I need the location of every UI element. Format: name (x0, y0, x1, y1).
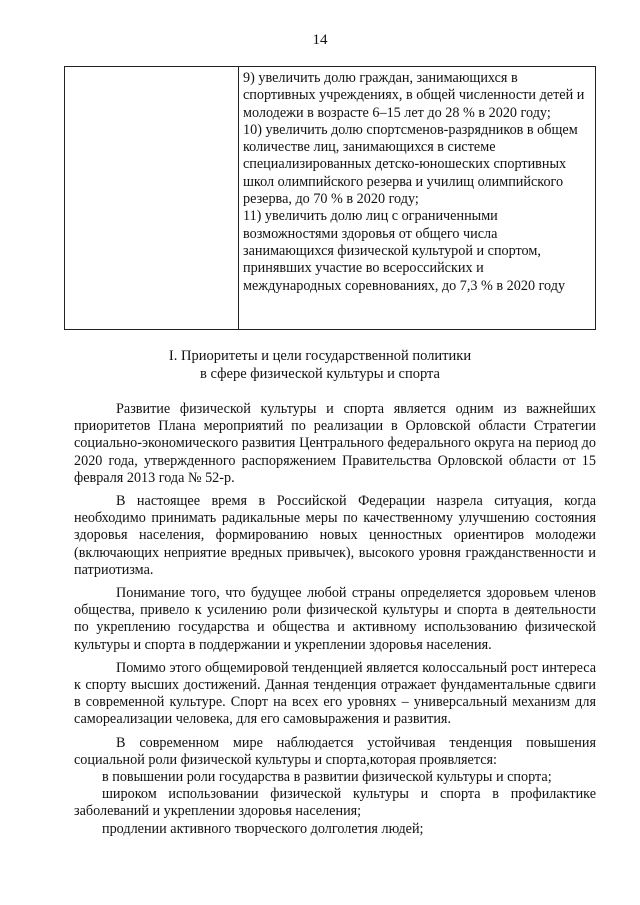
paragraph: Понимание того, что будущее любой страны определяется здоровьем членов общества, привело к усилению роли физической культуры и спорта в деятельности по укреплению государства и общества и активному использованию физической культуры и спорта в поддержании и укреплении здоровья населения. (74, 585, 596, 653)
page-number: 14 (312, 32, 328, 48)
table-column-divider (238, 67, 239, 329)
body-text (74, 401, 596, 838)
goals-table (64, 66, 596, 330)
goal-item-9: 9) увеличить долю граждан, занимающихся в спортивных учреждениях, в общей численности детей и молодежи в возрасте 6–15 лет до 28 % в 2020 году; (243, 70, 585, 121)
section-heading-line-1: I. Приоритеты и цели государственной политики (168, 348, 472, 364)
section-heading (0, 347, 640, 383)
goal-item-11: 11) увеличить долю лиц с ограниченными возможностями здоровья от общего числа занимающихся физической культурой и спортом, принявших участие во всероссийских и международных соревнованиях, до 7,3 % в 2020 году (243, 208, 566, 294)
goal-item-10: 10) увеличить долю спортсменов-разрядников в общем количестве лиц, занимающихся в системе специализированных детско-юношеских спортивных школ олимпийского резерва и училищ олимпийского резерва, до 70 % в 2020 году; (243, 121, 578, 208)
table-cell-empty (65, 67, 238, 329)
section-heading-line-2: в сфере физической культуры и спорта (200, 366, 440, 382)
paragraph: В современном мире наблюдается устойчивая тенденция повышения социальной роли физической культуры и спорта,которая проявляется: (74, 734, 596, 768)
paragraph: Развитие физической культуры и спорта является одним из важнейших приоритетов Плана мероприятий по реализации в Орловской области Стратегии социально-экономического развития Центрального федерального округа на период до 2020 года, утвержденного распоряжением Правительства Орловской области от 15 февраля 2013 года № 52-р. (74, 401, 596, 486)
list-item: продлении активного творческого долголетия людей; (102, 820, 424, 837)
list-item: широком использовании физической культуры и спорта в профилактике заболеваний и укреплении здоровья населения; (74, 786, 596, 820)
list-item: в повышении роли государства в развитии физической культуры и спорта; (102, 769, 552, 786)
paragraph: В настоящее время в Российской Федерации назрела ситуация, когда необходимо принимать радикальные меры по качественному улучшению состояния здоровья населения, формированию новых ценностных ориентиров молодежи (включающих неприятие вредных привычек), высокого уровня гражданственности и патриотизма. (74, 493, 596, 578)
paragraph: Помимо этого общемировой тенденцией является колоссальный рост интереса к спорту высших достижений. Данная тенденция отражает фундаментальные сдвиги в современной культуре. Спорт на всех его уровнях – универсальный механизм для самореализации человека, для его самовыражения и развития. (74, 659, 596, 728)
table-cell-goals (243, 70, 585, 295)
